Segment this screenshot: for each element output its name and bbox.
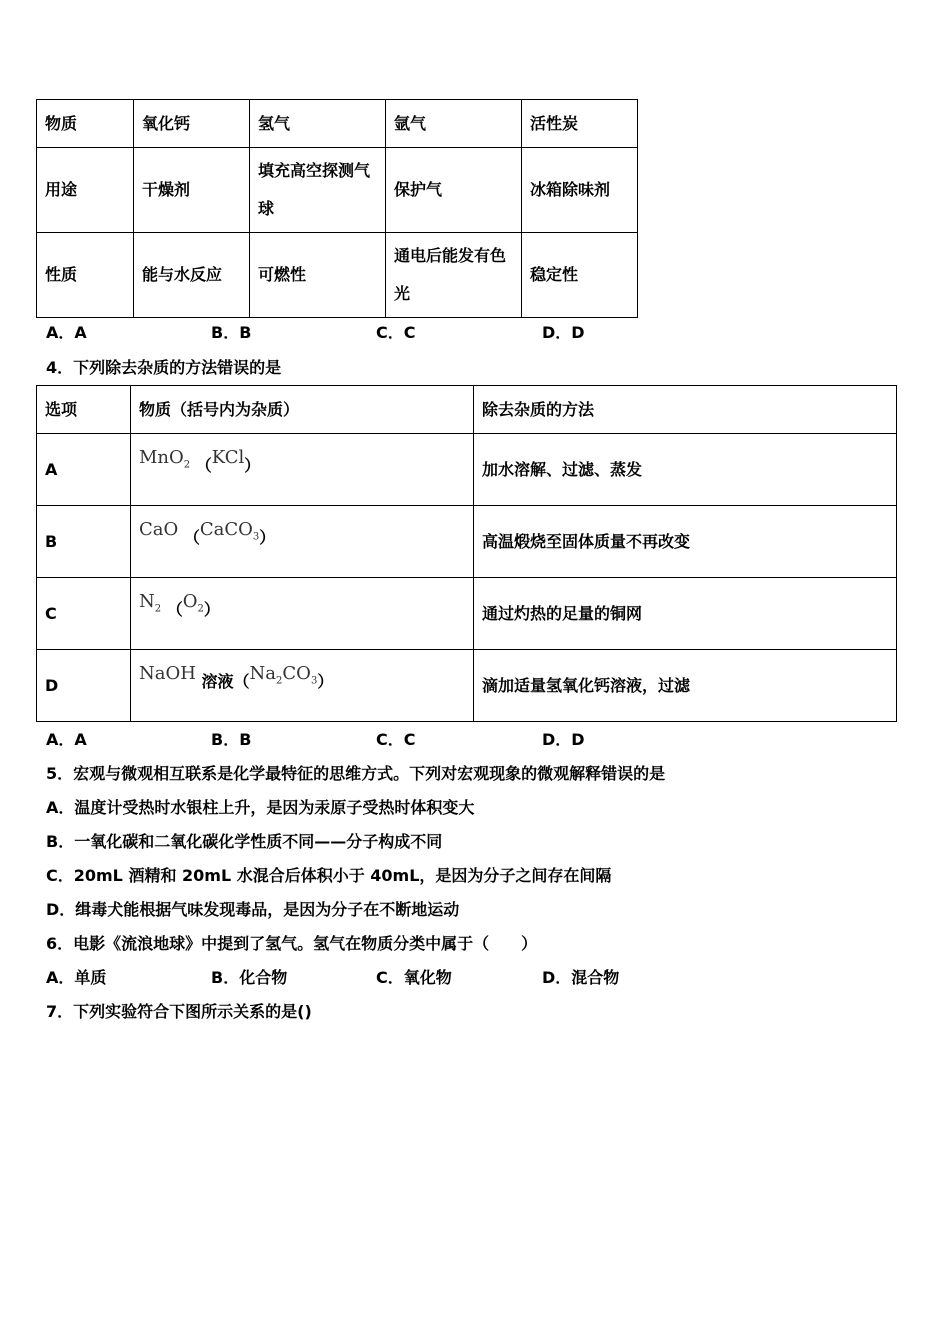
table-cell: 氢气	[250, 100, 386, 148]
q5-title: 5．宏观与微观相互联系是化学最特征的思维方式。下列对宏观现象的微观解释错误的是	[46, 764, 666, 783]
table-cell: 氧化钙	[134, 100, 250, 148]
q5-option-c[interactable]: C．20mL 酒精和 20mL 水混合后体积小于 40mL，是因为分子之间存在间隔	[46, 866, 612, 885]
option-d[interactable]: D．D	[542, 730, 585, 749]
row-option: A	[37, 434, 131, 506]
table-cell: 通电后能发有色光	[386, 233, 522, 318]
row-option: B	[37, 506, 131, 578]
option-c[interactable]: C．C	[376, 323, 416, 342]
q5-option-b[interactable]: B．一氧化碳和二氧化碳化学性质不同——分子构成不同	[46, 832, 443, 851]
table-row	[37, 578, 897, 650]
row-method: 通过灼热的足量的铜网	[474, 578, 897, 650]
table-row	[37, 650, 897, 722]
table-header: 除去杂质的方法	[474, 386, 897, 434]
table-cell: 冰箱除味剂	[522, 148, 638, 233]
row-option: C	[37, 578, 131, 650]
row-substance: MnO$_2$ （KCl）	[131, 434, 474, 506]
row-method: 高温煅烧至固体质量不再改变	[474, 506, 897, 578]
option-a[interactable]: A．A	[46, 323, 87, 342]
option-b[interactable]: B．B	[211, 730, 252, 749]
option-a[interactable]: A．单质	[46, 968, 107, 987]
row-substance: CaO （CaCO$_3$）	[131, 506, 474, 578]
row-substance: $N_2$ $(O_2)$	[131, 578, 474, 650]
q6-title: 6．电影《流浪地球》中提到了氢气。氢气在物质分类中属于（ ）	[46, 934, 538, 953]
q5-option-a[interactable]: A．温度计受热时水银柱上升，是因为汞原子受热时体积变大	[46, 798, 475, 817]
properties-table	[36, 99, 638, 318]
option-a[interactable]: A．A	[46, 730, 87, 749]
option-c[interactable]: C．C	[376, 730, 416, 749]
row-method: 滴加适量氢氧化钙溶液，过滤	[474, 650, 897, 722]
q7-title: 7．下列实验符合下图所示关系的是()	[46, 1002, 312, 1021]
table-cell: 氩气	[386, 100, 522, 148]
table-header: 物质（括号内为杂质）	[131, 386, 474, 434]
table-cell: 干燥剂	[134, 148, 250, 233]
table-cell: 可燃性	[250, 233, 386, 318]
table-row	[37, 506, 897, 578]
table-cell: 能与水反应	[134, 233, 250, 318]
option-b[interactable]: B．B	[211, 323, 252, 342]
option-d[interactable]: D．D	[542, 323, 585, 342]
row-option: D	[37, 650, 131, 722]
option-c[interactable]: C．氧化物	[376, 968, 452, 987]
q4-title: 4．下列除去杂质的方法错误的是	[46, 358, 282, 377]
table-cell: 填充高空探测气球	[250, 148, 386, 233]
table-cell: 物质	[37, 100, 134, 148]
table-cell: 活性炭	[522, 100, 638, 148]
table-cell: 用途	[37, 148, 134, 233]
impurity-table	[36, 385, 897, 722]
table-cell: 保护气	[386, 148, 522, 233]
option-b[interactable]: B．化合物	[211, 968, 288, 987]
table-cell: 性质	[37, 233, 134, 318]
table-header: 选项	[37, 386, 131, 434]
row-method: 加水溶解、过滤、蒸发	[474, 434, 897, 506]
row-substance: NaOH 溶液$(Na_2CO_3)$	[131, 650, 474, 722]
table-cell: 稳定性	[522, 233, 638, 318]
table-row	[37, 434, 897, 506]
option-d[interactable]: D．混合物	[542, 968, 620, 987]
q5-option-d[interactable]: D．缉毒犬能根据气味发现毒品，是因为分子在不断地运动	[46, 900, 460, 919]
